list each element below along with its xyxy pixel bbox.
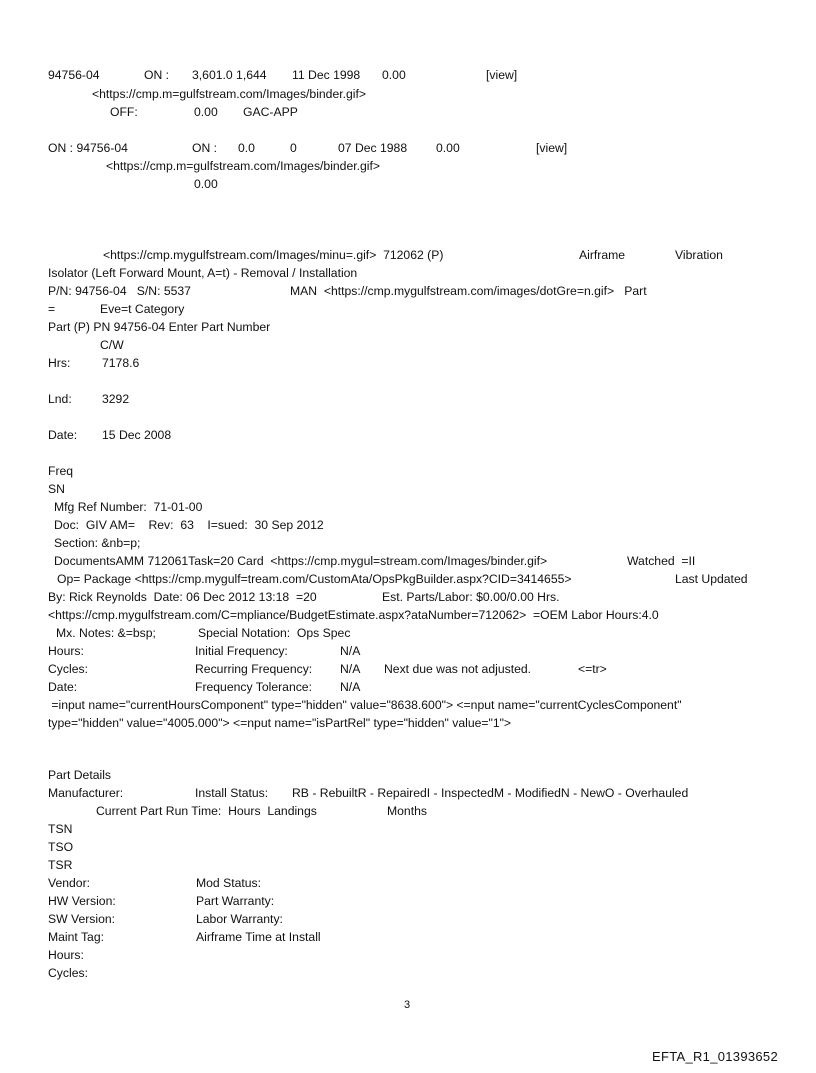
part-details-heading: Part Details bbox=[48, 768, 111, 782]
hw-version-label: HW Version: bbox=[48, 894, 116, 908]
tsr-label: TSR bbox=[48, 858, 73, 872]
task-category: Airframe bbox=[579, 248, 626, 262]
date-label-2: Date: bbox=[48, 680, 78, 694]
recurring-frequency-value: N/A bbox=[340, 662, 361, 676]
section-line: Section: &nb=p; bbox=[54, 536, 141, 550]
est-parts-labor: Est. Parts/Labor: $0.00/0.00 Hrs. bbox=[382, 590, 560, 604]
task-man-part: MAN <https://cmp.mygulfstream.com/images/dotGre=n.gif> Part bbox=[290, 284, 647, 298]
airframe-time-label: Airframe Time at Install bbox=[196, 930, 321, 944]
vendor-label: Vendor: bbox=[48, 876, 91, 890]
hrs-label: Hrs: bbox=[48, 356, 71, 370]
part-cycles-label: Cycles: bbox=[48, 966, 88, 980]
r1-hours-cycles: 3,601.0 1,644 bbox=[192, 68, 267, 82]
r1-part-number: 94756-04 bbox=[48, 68, 100, 82]
run-time-header: Current Part Run Time: Hours Landings bbox=[96, 804, 317, 818]
initial-frequency-label: Initial Frequency: bbox=[195, 644, 288, 658]
tsn-label: TSN bbox=[48, 822, 73, 836]
r1-gac-app: GAC-APP bbox=[243, 105, 298, 119]
task-header: <https://cmp.mygulfstream.com/Images/minu=.gif> 712062 (P) bbox=[103, 248, 444, 262]
labor-warranty-label: Labor Warranty: bbox=[196, 912, 283, 926]
recurring-frequency-label: Recurring Frequency: bbox=[195, 662, 313, 676]
next-due-note: Next due was not adjusted. bbox=[384, 662, 532, 676]
special-notation: Special Notation: Ops Spec bbox=[198, 626, 351, 640]
task-pn-sn: P/N: 94756-04 S/N: 5537 bbox=[48, 284, 191, 298]
ops-package-line: Op= Package <https://cmp.mygulf=tream.com/CustomAta/OpsPkgBuilder.aspx?CID=3414655> bbox=[57, 572, 572, 586]
updated-by-line: By: Rick Reynolds Date: 06 Dec 2012 13:18 =20 bbox=[48, 590, 317, 604]
initial-frequency-value: N/A bbox=[340, 644, 361, 658]
r2-on-label: ON : bbox=[192, 141, 218, 155]
mod-status-label: Mod Status: bbox=[196, 876, 262, 890]
date-label: Date: bbox=[48, 428, 78, 442]
manufacturer-label: Manufacturer: bbox=[48, 786, 124, 800]
frequency-tolerance-value: N/A bbox=[340, 680, 361, 694]
hidden-inputs-line-2: type="hidden" value="4005.000"> <=nput name="isPartRel" type="hidden" value="1"> bbox=[48, 716, 512, 730]
frequency-tolerance-label: Frequency Tolerance: bbox=[195, 680, 312, 694]
months-header: Months bbox=[387, 804, 427, 818]
hours-label: Hours: bbox=[48, 644, 84, 658]
r1-date: 11 Dec 1998 bbox=[292, 68, 361, 82]
last-updated-label: Last Updated bbox=[675, 572, 748, 586]
date-value: 15 Dec 2008 bbox=[102, 428, 172, 442]
r1-off-label: OFF: bbox=[110, 105, 138, 119]
mfg-ref-number: Mfg Ref Number: 71-01-00 bbox=[54, 500, 203, 514]
r2-date: 07 Dec 1988 bbox=[338, 141, 408, 155]
lnd-label: Lnd: bbox=[48, 392, 72, 406]
page-number: 3 bbox=[404, 999, 411, 1011]
install-status-codes: RB - RebuiltR - RepairedI - InspectedM - ModifiedN - NewO - Overhauled bbox=[292, 786, 689, 800]
task-cw: C/W bbox=[100, 338, 124, 352]
r2-cycles: 0 bbox=[290, 141, 297, 155]
mx-notes: Mx. Notes: &=bsp; bbox=[56, 626, 156, 640]
r1-off-value: 0.00 bbox=[194, 105, 218, 119]
task-equals: = bbox=[48, 302, 56, 316]
sw-version-label: SW Version: bbox=[48, 912, 116, 926]
r2-amount: 0.00 bbox=[436, 141, 460, 155]
tso-label: TSO bbox=[48, 840, 74, 854]
r2-part-number: ON : 94756-04 bbox=[48, 141, 128, 155]
install-status-label: Install Status: bbox=[195, 786, 269, 800]
watched-label: Watched =II bbox=[627, 554, 696, 568]
freq-label: Freq bbox=[48, 464, 74, 478]
task-part-pn: Part (P) PN 94756-04 Enter Part Number bbox=[48, 320, 271, 334]
cycles-label: Cycles: bbox=[48, 662, 88, 676]
budget-estimate-line: <https://cmp.mygulfstream.com/C=mpliance/BudgetEstimate.aspx?ataNumber=712062> =OEM Labor Hours:4.0 bbox=[48, 608, 659, 622]
maint-tag-label: Maint Tag: bbox=[48, 930, 105, 944]
tr-fragment: <=tr> bbox=[578, 662, 607, 676]
task-title-start: Vibration bbox=[675, 248, 723, 262]
r2-hours: 0.0 bbox=[238, 141, 255, 155]
hidden-inputs-line-1: =input name="currentHoursComponent" type="hidden" value="8638.600"> <=nput name="currentCyclesComponent" bbox=[48, 698, 682, 712]
lnd-value: 3292 bbox=[102, 392, 130, 406]
documents-line: DocumentsAMM 712061Task=20 Card <https://cmp.mygul=stream.com/Images/binder.gif> bbox=[54, 554, 548, 568]
r2-binder-url: <https://cmp.m=gulfstream.com/Images/binder.gif> bbox=[106, 159, 381, 173]
r1-amount: 0.00 bbox=[382, 68, 406, 82]
r1-binder-url: <https://cmp.m=gulfstream.com/Images/binder.gif> bbox=[92, 87, 367, 101]
r1-view-link[interactable]: [view] bbox=[486, 68, 518, 82]
hrs-value: 7178.6 bbox=[102, 356, 140, 370]
sn-label: SN bbox=[48, 482, 65, 496]
task-description: Isolator (Left Forward Mount, A=t) - Removal / Installation bbox=[48, 266, 358, 280]
r2-off-value: 0.00 bbox=[194, 177, 218, 191]
part-warranty-label: Part Warranty: bbox=[196, 894, 275, 908]
r2-view-link[interactable]: [view] bbox=[536, 141, 568, 155]
task-event-category: Eve=t Category bbox=[100, 302, 185, 316]
bates-number: EFTA_R1_01393652 bbox=[652, 1049, 778, 1064]
part-hours-label: Hours: bbox=[48, 948, 84, 962]
r1-on-label: ON : bbox=[144, 68, 170, 82]
doc-rev-issued: Doc: GIV AM= Rev: 63 I=sued: 30 Sep 2012 bbox=[54, 518, 324, 532]
